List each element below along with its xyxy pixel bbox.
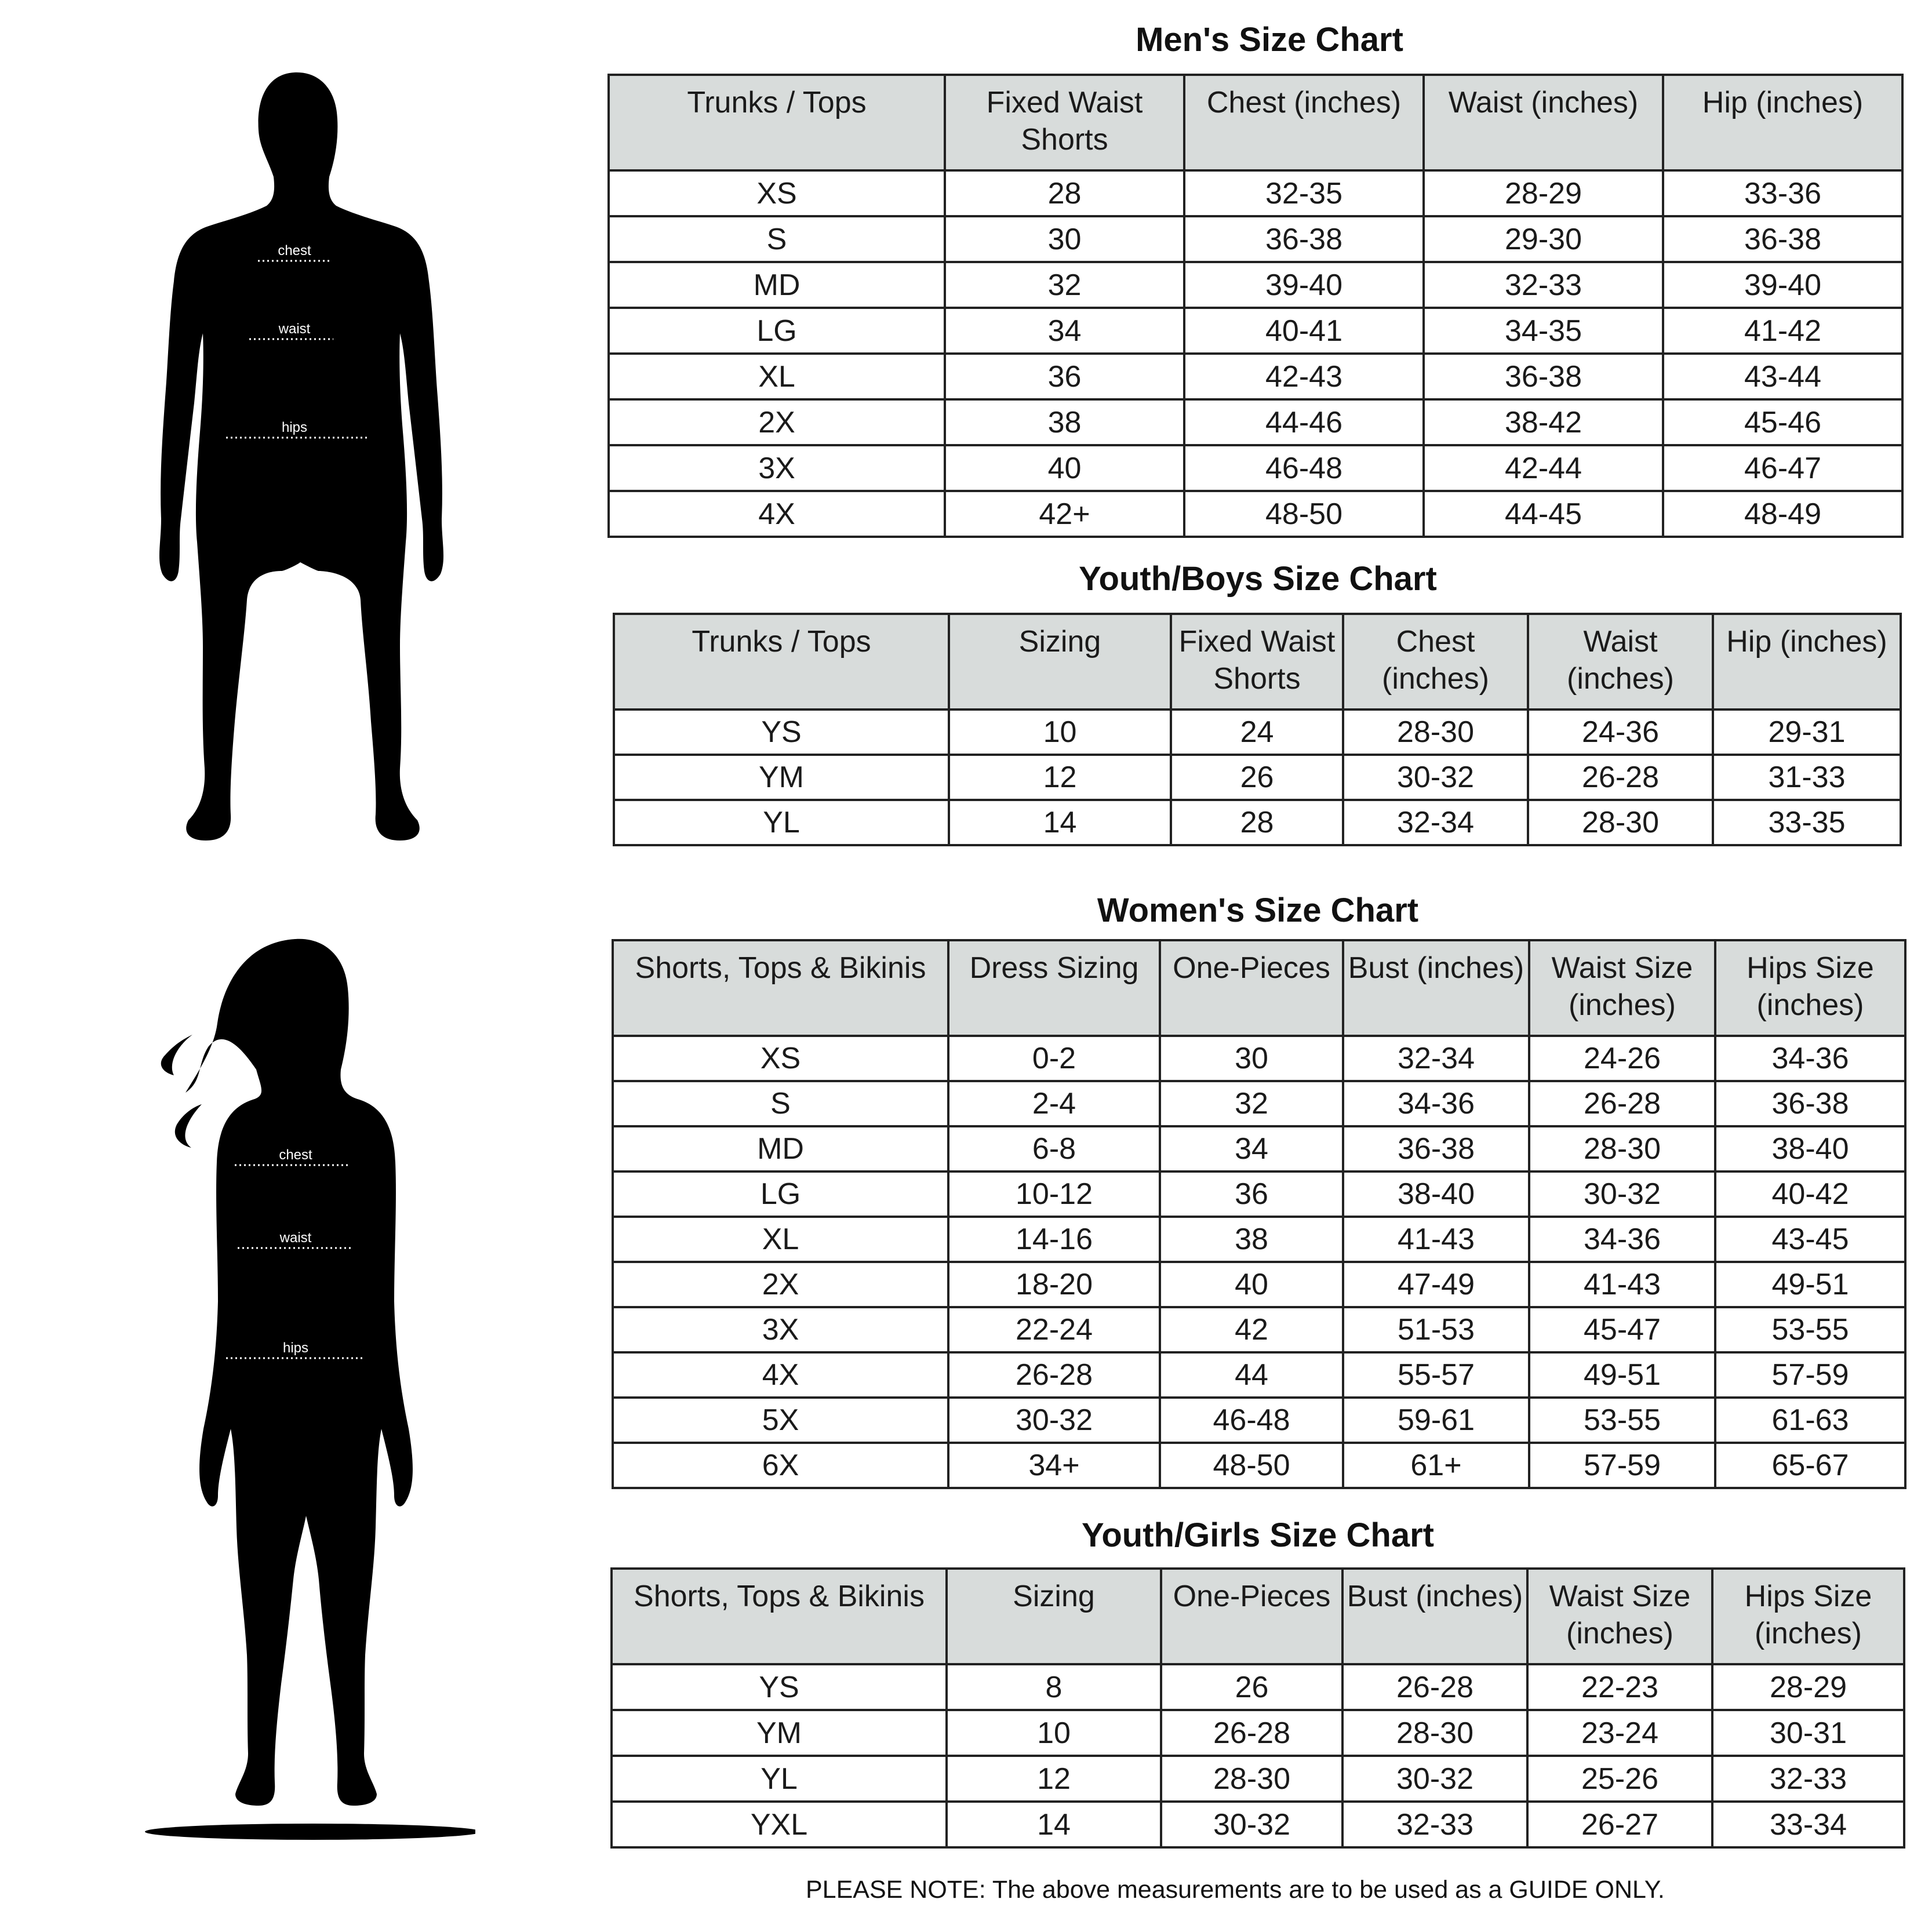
table-cell: S — [613, 1081, 948, 1126]
table-cell: 2X — [609, 399, 945, 445]
table-cell: 30-32 — [1161, 1802, 1342, 1847]
table-cell: 40-41 — [1184, 308, 1424, 354]
table-cell: 30 — [945, 216, 1184, 262]
table-cell: 38-42 — [1424, 399, 1663, 445]
table-cell: 30-31 — [1712, 1710, 1904, 1756]
table-cell: 41-42 — [1663, 308, 1902, 354]
table-cell: 2X — [613, 1262, 948, 1307]
table-header: Fixed Waist Shorts — [1171, 614, 1343, 710]
man-waist-label: waist — [278, 321, 311, 337]
table-cell: 55-57 — [1343, 1352, 1529, 1398]
table-row — [614, 800, 1901, 845]
womens-size-table — [612, 939, 1906, 1489]
table-cell: 38 — [945, 399, 1184, 445]
table-header: Dress Sizing — [948, 940, 1160, 1036]
table-cell: 38-40 — [1343, 1171, 1529, 1217]
table-cell: 18-20 — [948, 1262, 1160, 1307]
table-cell: 30-32 — [1343, 755, 1528, 800]
table-cell: 23-24 — [1527, 1710, 1712, 1756]
table-row — [609, 491, 1902, 537]
table-cell: 29-30 — [1424, 216, 1663, 262]
woman-hips-label: hips — [282, 1340, 309, 1356]
man-silhouette — [145, 61, 446, 861]
table-cell: 25-26 — [1527, 1756, 1712, 1802]
table-row — [612, 1664, 1904, 1710]
table-cell: 30 — [1160, 1036, 1343, 1081]
table-cell: 30-32 — [1342, 1756, 1527, 1802]
table-header: Shorts, Tops & Bikinis — [612, 1569, 947, 1664]
table-cell: 30-32 — [1529, 1171, 1715, 1217]
table-cell: 49-51 — [1715, 1262, 1905, 1307]
table-cell: 32-33 — [1712, 1756, 1904, 1802]
table-cell: 2-4 — [948, 1081, 1160, 1126]
table-cell: 31-33 — [1713, 755, 1901, 800]
table-row — [609, 354, 1902, 399]
table-cell: 43-44 — [1663, 354, 1902, 399]
table-cell: 22-24 — [948, 1307, 1160, 1352]
table-cell: 45-47 — [1529, 1307, 1715, 1352]
table-cell: 26-28 — [1161, 1710, 1342, 1756]
table-row — [612, 1710, 1904, 1756]
table-cell: 36-38 — [1424, 354, 1663, 399]
table-cell: YL — [614, 800, 949, 845]
table-row — [613, 1036, 1905, 1081]
table-header: Waist (inches) — [1424, 75, 1663, 170]
table-cell: 28-30 — [1161, 1756, 1342, 1802]
table-cell: MD — [613, 1126, 948, 1171]
table-cell: 26-28 — [1342, 1664, 1527, 1710]
woman-chest-label: chest — [279, 1147, 312, 1163]
table-header: Hip (inches) — [1713, 614, 1901, 710]
table-cell: 28 — [1171, 800, 1343, 845]
table-cell: 32-34 — [1343, 800, 1528, 845]
table-cell: 28-30 — [1343, 710, 1528, 755]
table-cell: 28-30 — [1342, 1710, 1527, 1756]
table-cell: 28-30 — [1529, 1126, 1715, 1171]
table-cell: 6-8 — [948, 1126, 1160, 1171]
table-row — [613, 1262, 1905, 1307]
table-header: Chest (inches) — [1184, 75, 1424, 170]
table-cell: 34-35 — [1424, 308, 1663, 354]
table-cell: 61+ — [1343, 1443, 1529, 1488]
table-cell: 14-16 — [948, 1217, 1160, 1262]
table-cell: 46-48 — [1184, 445, 1424, 491]
table-cell: 34 — [1160, 1126, 1343, 1171]
table-cell: 36-38 — [1715, 1081, 1905, 1126]
table-cell: 53-55 — [1529, 1398, 1715, 1443]
table-row — [613, 1217, 1905, 1262]
table-cell: YM — [612, 1710, 947, 1756]
table-cell: 5X — [613, 1398, 948, 1443]
table-cell: 24 — [1171, 710, 1343, 755]
table-cell: 57-59 — [1529, 1443, 1715, 1488]
table-cell: 40 — [1160, 1262, 1343, 1307]
table-cell: YM — [614, 755, 949, 800]
table-cell: MD — [609, 262, 945, 308]
table-cell: 30-32 — [948, 1398, 1160, 1443]
table-cell: LG — [609, 308, 945, 354]
table-cell: 28 — [945, 170, 1184, 216]
table-cell: 36 — [1160, 1171, 1343, 1217]
table-cell: 33-35 — [1713, 800, 1901, 845]
table-cell: 28-29 — [1712, 1664, 1904, 1710]
table-cell: 42 — [1160, 1307, 1343, 1352]
table-row — [609, 399, 1902, 445]
womens-chart-title: Women's Size Chart — [1097, 892, 1419, 929]
table-header: Hips Size (inches) — [1712, 1569, 1904, 1664]
table-cell: XL — [609, 354, 945, 399]
table-row — [613, 1352, 1905, 1398]
table-cell: 34-36 — [1529, 1217, 1715, 1262]
table-cell: 26 — [1171, 755, 1343, 800]
table-header: One-Pieces — [1160, 940, 1343, 1036]
table-cell: 38 — [1160, 1217, 1343, 1262]
table-row — [609, 445, 1902, 491]
table-header: Sizing — [947, 1569, 1161, 1664]
man-hips-label: hips — [281, 420, 308, 435]
table-cell: XS — [613, 1036, 948, 1081]
table-header: Chest (inches) — [1343, 614, 1528, 710]
table-cell: 46-47 — [1663, 445, 1902, 491]
table-cell: 40 — [945, 445, 1184, 491]
table-cell: 36-38 — [1184, 216, 1424, 262]
table-cell: 4X — [609, 491, 945, 537]
table-cell: 48-50 — [1160, 1443, 1343, 1488]
table-cell: 36-38 — [1663, 216, 1902, 262]
table-header: Waist Size (inches) — [1529, 940, 1715, 1036]
table-cell: 10 — [949, 710, 1171, 755]
table-row — [613, 1307, 1905, 1352]
table-cell: 57-59 — [1715, 1352, 1905, 1398]
table-cell: 38-40 — [1715, 1126, 1905, 1171]
table-cell: 3X — [609, 445, 945, 491]
table-cell: 43-45 — [1715, 1217, 1905, 1262]
table-row — [613, 1443, 1905, 1488]
table-cell: 42+ — [945, 491, 1184, 537]
table-row — [613, 1126, 1905, 1171]
table-cell: 34-36 — [1715, 1036, 1905, 1081]
table-cell: 39-40 — [1184, 262, 1424, 308]
table-cell: 44-46 — [1184, 399, 1424, 445]
table-cell: 12 — [947, 1756, 1161, 1802]
table-cell: 44-45 — [1424, 491, 1663, 537]
table-row — [613, 1398, 1905, 1443]
table-cell: 39-40 — [1663, 262, 1902, 308]
table-cell: 6X — [613, 1443, 948, 1488]
table-cell: 47-49 — [1343, 1262, 1529, 1307]
table-cell: 26-28 — [1528, 755, 1713, 800]
table-header: Sizing — [949, 614, 1171, 710]
table-header: Bust (inches) — [1343, 940, 1529, 1036]
table-cell: S — [609, 216, 945, 262]
table-header: Trunks / Tops — [609, 75, 945, 170]
table-cell: XS — [609, 170, 945, 216]
table-cell: 42-43 — [1184, 354, 1424, 399]
youth-boys-size-table — [613, 613, 1902, 846]
table-cell: 51-53 — [1343, 1307, 1529, 1352]
table-cell: 29-31 — [1713, 710, 1901, 755]
youth-girls-chart-title: Youth/Girls Size Chart — [1081, 1516, 1434, 1554]
man-chest-label: chest — [278, 243, 311, 259]
table-cell: 48-50 — [1184, 491, 1424, 537]
table-cell: 26-28 — [1529, 1081, 1715, 1126]
table-row — [613, 1081, 1905, 1126]
table-row — [609, 308, 1902, 354]
table-cell: 36 — [945, 354, 1184, 399]
table-cell: 14 — [947, 1802, 1161, 1847]
table-header: Bust (inches) — [1342, 1569, 1527, 1664]
mens-size-table — [607, 74, 1904, 538]
table-cell: 10 — [947, 1710, 1161, 1756]
table-header: Hips Size (inches) — [1715, 940, 1905, 1036]
table-cell: 42-44 — [1424, 445, 1663, 491]
woman-silhouette — [122, 930, 475, 1846]
table-cell: YS — [612, 1664, 947, 1710]
table-cell: 12 — [949, 755, 1171, 800]
table-cell: 28-29 — [1424, 170, 1663, 216]
table-header: Waist (inches) — [1528, 614, 1713, 710]
table-cell: 44 — [1160, 1352, 1343, 1398]
table-cell: 36-38 — [1343, 1126, 1529, 1171]
table-cell: 3X — [613, 1307, 948, 1352]
table-cell: 8 — [947, 1664, 1161, 1710]
table-cell: 32-33 — [1342, 1802, 1527, 1847]
table-cell: 26-28 — [948, 1352, 1160, 1398]
table-cell: 41-43 — [1343, 1217, 1529, 1262]
table-row — [609, 170, 1902, 216]
table-cell: YL — [612, 1756, 947, 1802]
table-cell: 24-36 — [1528, 710, 1713, 755]
table-row — [614, 755, 1901, 800]
guide-note: PLEASE NOTE: The above measurements are to be used as a GUIDE ONLY. — [806, 1876, 1665, 1904]
table-row — [614, 710, 1901, 755]
table-row — [609, 262, 1902, 308]
table-cell: 32-33 — [1424, 262, 1663, 308]
table-cell: 61-63 — [1715, 1398, 1905, 1443]
table-cell: 0-2 — [948, 1036, 1160, 1081]
table-cell: 32 — [945, 262, 1184, 308]
table-header: Waist Size (inches) — [1527, 1569, 1712, 1664]
table-cell: 46-48 — [1160, 1398, 1343, 1443]
table-cell: 22-23 — [1527, 1664, 1712, 1710]
table-header: Shorts, Tops & Bikinis — [613, 940, 948, 1036]
table-header: One-Pieces — [1161, 1569, 1342, 1664]
table-row — [612, 1802, 1904, 1847]
table-cell: 33-34 — [1712, 1802, 1904, 1847]
table-cell: 34-36 — [1343, 1081, 1529, 1126]
table-cell: 33-36 — [1663, 170, 1902, 216]
table-cell: 26 — [1161, 1664, 1342, 1710]
table-row — [612, 1756, 1904, 1802]
table-cell: 40-42 — [1715, 1171, 1905, 1217]
table-cell: 34+ — [948, 1443, 1160, 1488]
table-cell: 48-49 — [1663, 491, 1902, 537]
table-cell: 26-27 — [1527, 1802, 1712, 1847]
table-cell: 59-61 — [1343, 1398, 1529, 1443]
table-header: Hip (inches) — [1663, 75, 1902, 170]
table-cell: 32-35 — [1184, 170, 1424, 216]
table-cell: 65-67 — [1715, 1443, 1905, 1488]
woman-waist-label: waist — [279, 1230, 312, 1246]
table-cell: YXL — [612, 1802, 947, 1847]
table-cell: 28-30 — [1528, 800, 1713, 845]
table-cell: 32 — [1160, 1081, 1343, 1126]
mens-chart-title: Men's Size Chart — [1136, 21, 1403, 59]
table-cell: 4X — [613, 1352, 948, 1398]
table-row — [613, 1171, 1905, 1217]
table-cell: 41-43 — [1529, 1262, 1715, 1307]
table-header: Fixed Waist Shorts — [945, 75, 1184, 170]
table-cell: YS — [614, 710, 949, 755]
table-cell: 14 — [949, 800, 1171, 845]
table-cell: 34 — [945, 308, 1184, 354]
table-cell: 53-55 — [1715, 1307, 1905, 1352]
table-cell: 10-12 — [948, 1171, 1160, 1217]
table-cell: 49-51 — [1529, 1352, 1715, 1398]
table-cell: 45-46 — [1663, 399, 1902, 445]
table-cell: 32-34 — [1343, 1036, 1529, 1081]
youth-girls-size-table — [610, 1567, 1905, 1849]
table-row — [609, 216, 1902, 262]
table-cell: XL — [613, 1217, 948, 1262]
table-cell: LG — [613, 1171, 948, 1217]
youth-boys-chart-title: Youth/Boys Size Chart — [1079, 560, 1437, 598]
table-cell: 24-26 — [1529, 1036, 1715, 1081]
table-header: Trunks / Tops — [614, 614, 949, 710]
